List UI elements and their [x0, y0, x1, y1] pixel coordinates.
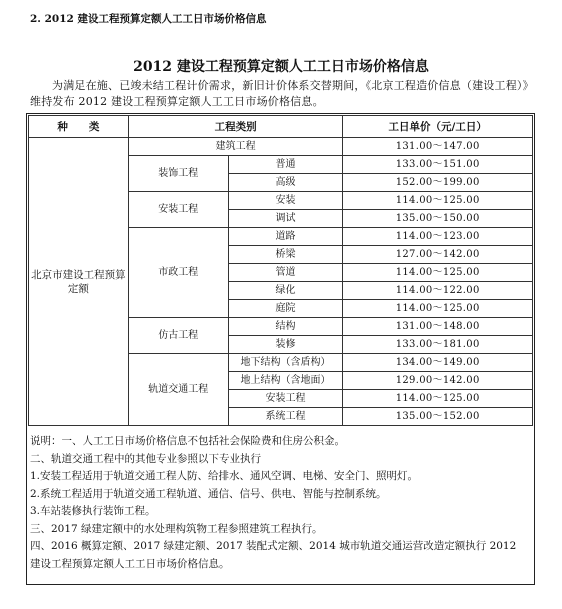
document-title: 2012 建设工程预算定额人工工日市场价格信息: [133, 59, 429, 75]
price-cell: 133.00～181.00: [343, 336, 533, 354]
subtype-cell: 地下结构（含盾构）: [228, 354, 343, 372]
subtype-cell: 绿化: [228, 282, 343, 300]
subtype-cell: 高级: [228, 174, 343, 192]
price-cell: 134.00～149.00: [343, 354, 533, 372]
price-cell: 129.00～142.00: [343, 372, 533, 390]
subtype-cell: 安装: [228, 192, 343, 210]
note-line: 3.车站装修执行装饰工程。: [30, 505, 156, 517]
subtype-cell: 庭院: [228, 300, 343, 318]
note-line: 说明：一、人工工日市场价格信息不包括社会保险费和住房公积金。: [30, 435, 345, 447]
note-line: 四、2016 概算定额、2017 绿建定额、2017 装配式定额、2014 城市轨道交通运营改造定额执行 2012: [30, 540, 517, 552]
header-unit-price: 工日单价（元/工日）: [343, 116, 533, 138]
note-line: 三、2017 绿建定额中的水处理构筑物工程参照建筑工程执行。: [30, 522, 323, 535]
table-row: [29, 138, 533, 156]
price-cell: 127.00～142.00: [343, 246, 533, 264]
subtype-cell: 地上结构（含地面）: [228, 372, 343, 390]
subtype-cell: 装修: [228, 336, 343, 354]
price-cell: 131.00～148.00: [343, 318, 533, 336]
note-line: 建设工程预算定额人工工日市场价格信息。: [30, 557, 230, 570]
price-cell: 114.00～125.00: [343, 264, 533, 282]
table-header-row: [29, 116, 533, 138]
subtype-cell: 桥梁: [228, 246, 343, 264]
subtype-cell: 结构: [228, 318, 343, 336]
subtype-cell: 道路: [228, 228, 343, 246]
group-name: 建筑工程: [128, 138, 343, 156]
price-cell: 114.00～125.00: [343, 300, 533, 318]
subtype-cell: 系统工程: [228, 408, 343, 426]
subtype-cell: 安装工程: [228, 390, 343, 408]
group-name: 仿古工程: [128, 318, 228, 354]
notes-block: [30, 433, 530, 573]
price-cell: 135.00～150.00: [343, 210, 533, 228]
price-cell: 152.00～199.00: [343, 174, 533, 192]
price-cell: 131.00～147.00: [343, 138, 533, 156]
group-name: 安装工程: [128, 192, 228, 228]
subtype-cell: 管道: [228, 264, 343, 282]
subtype-cell: 调试: [228, 210, 343, 228]
kind-cell: 北京市建设工程预算定额: [29, 138, 129, 426]
subtype-cell: 普通: [228, 156, 343, 174]
price-cell: 114.00～123.00: [343, 228, 533, 246]
price-cell: 135.00～152.00: [343, 408, 533, 426]
price-cell: 114.00～125.00: [343, 192, 533, 210]
price-cell: 133.00～151.00: [343, 156, 533, 174]
price-cell: 114.00～125.00: [343, 390, 533, 408]
note-line: 2.系统工程适用于轨道交通工程轨道、通信、信号、供电、智能与控制系统。: [30, 487, 387, 500]
header-kind: 种 类: [29, 116, 129, 138]
intro-paragraph: 为满足在施、已竣未结工程计价需求，新旧计价体系交替期间，《北京工程造价信息（建设工程）》维持发布 2012 建设工程预算定额人工工日市场价格信息。: [30, 79, 529, 108]
group-name: 市政工程: [128, 228, 228, 318]
section-heading: 2. 2012 建设工程预算定额人工工日市场价格信息: [30, 13, 267, 25]
group-name: 装饰工程: [128, 156, 228, 192]
price-table: [28, 115, 533, 426]
header-project-type: 工程类别: [128, 116, 343, 138]
group-name: 轨道交通工程: [128, 354, 228, 426]
note-line: 二、轨道交通工程中的其他专业参照以下专业执行: [30, 452, 261, 465]
price-cell: 114.00～122.00: [343, 282, 533, 300]
note-line: 1.安装工程适用于轨道交通工程人防、给排水、通风空调、电梯、安全门、照明灯。: [30, 470, 419, 482]
